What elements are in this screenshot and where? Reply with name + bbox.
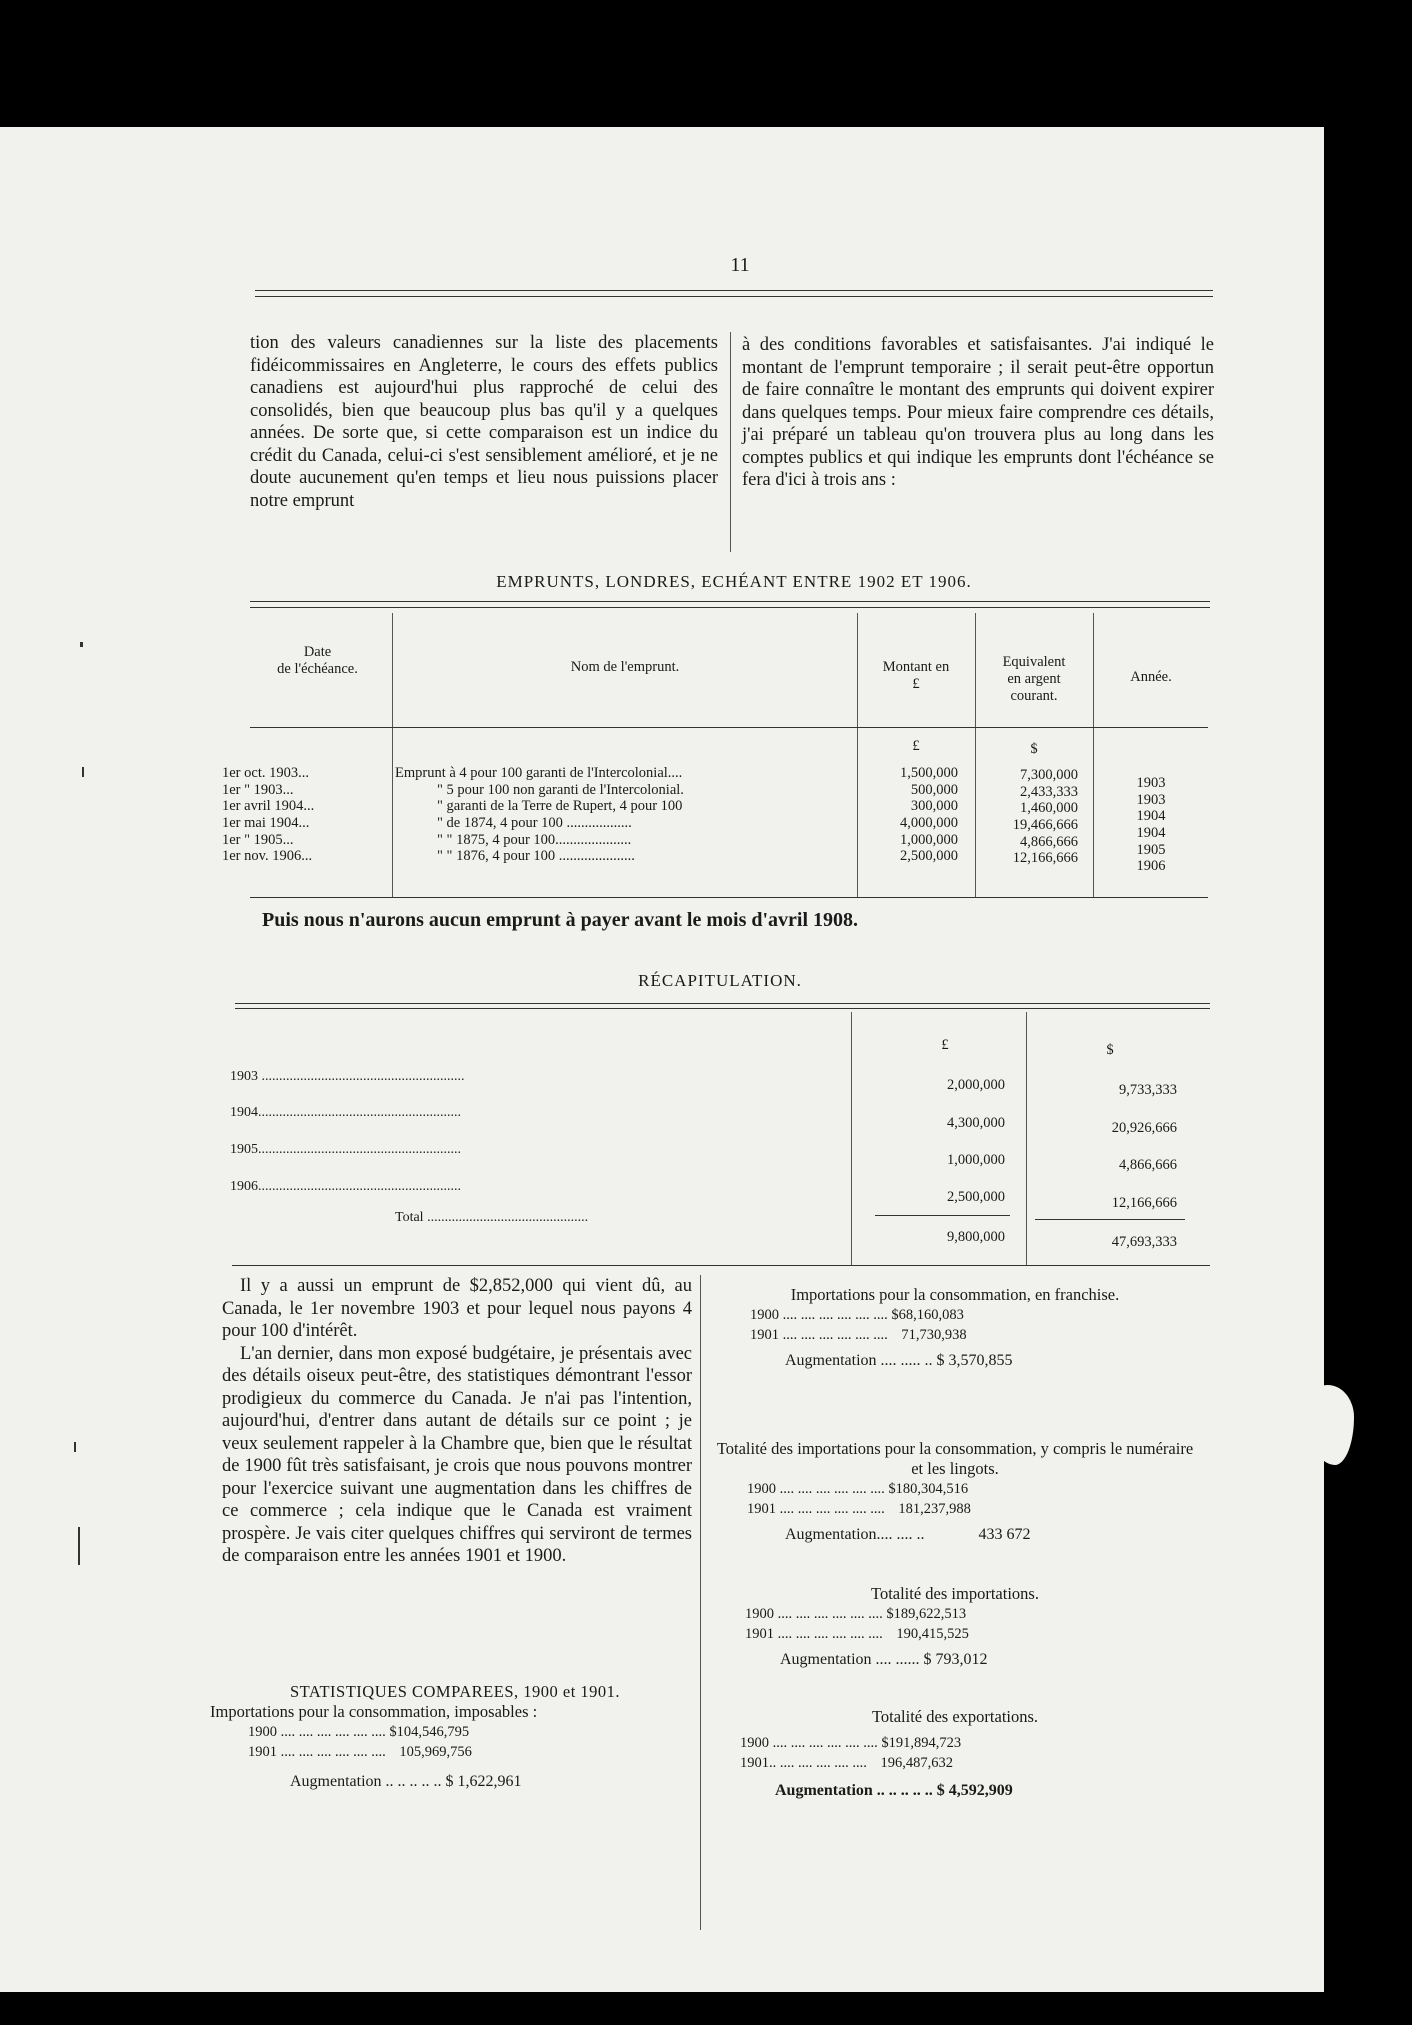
- recap-unit-dollar: $: [1106, 1042, 1114, 1058]
- header-amount-line-2: £: [912, 676, 920, 692]
- stats-right-block-3: [715, 1584, 1195, 1670]
- header-year: Année.: [1130, 669, 1172, 685]
- recap-title: RÉCAPITULATION.: [638, 971, 802, 990]
- loan-amounts: [862, 765, 958, 865]
- recap-unit-pound: £: [941, 1037, 949, 1053]
- scanned-page: [0, 127, 1324, 1992]
- scan-speck: [82, 767, 84, 777]
- stats-left-title: STATISTIQUES COMPAREES, 1900 et 1901.: [289, 1682, 621, 1701]
- recap-divider-1: [851, 1012, 852, 1265]
- stats-row-value: 190,415,525: [896, 1626, 969, 1642]
- stats-increase-value: $ 3,570,855: [936, 1352, 1013, 1369]
- header-equivalent-line-1: Equivalent: [1002, 654, 1066, 670]
- recap-divider-2: [1026, 1012, 1027, 1265]
- stats-block-title: Totalité des importations pour la consommation, y compris le numéraire et les lingots.: [716, 1439, 1194, 1478]
- stats-left-subtitle: Importations pour la consommation, imposables :: [210, 1702, 538, 1721]
- header-date: [245, 644, 390, 678]
- recap-total-label: Total ..............................................: [395, 1210, 589, 1225]
- loan-year: 1904: [1136, 808, 1166, 825]
- recap-year-label: 1903 ..........................................................: [230, 1069, 465, 1084]
- column-divider-bottom: [700, 1275, 701, 1930]
- loans-col-divider-1: [392, 613, 393, 897]
- recap-top-rule: [235, 1003, 1210, 1004]
- loan-date: 1er avril 1904...: [222, 798, 315, 815]
- column-divider-top: [730, 332, 731, 552]
- loan-year: 1904: [1136, 825, 1166, 842]
- stats-increase-value: $ 4,592,909: [936, 1782, 1013, 1799]
- lower-left-column: [222, 1275, 692, 1568]
- header-equivalent: [977, 654, 1091, 705]
- loan-amount: 1,000,000: [900, 831, 958, 848]
- intro-right-paragraph: à des conditions favorables et satisfaisantes. J'ai indiqué le montant de l'emprunt temporaire ; il serait peut-être opportun de faire connaître le montant des emprunts qui doivent expirer dans quelques temps. Pour mieux faire comprendre ces détails, j'ai préparé un tableau qu'on trouvera plus au long dans les comptes publics et qui indique les emprunts dont l'échéance se fera d'ici à trois ans :: [742, 335, 1214, 490]
- recap-total-pounds: 9,800,000: [947, 1229, 1005, 1245]
- stats-row-value: $189,622,513: [886, 1606, 967, 1622]
- recap-sum-rule-1: [875, 1215, 1010, 1216]
- stats-row: [715, 1499, 1195, 1519]
- loans-footnote: Puis nous n'aurons aucun emprunt à payer avant le mois d'avril 1908.: [262, 909, 859, 931]
- stats-increase: [715, 1351, 1195, 1371]
- intro-right-column: [742, 334, 1214, 492]
- stats-row: [210, 1722, 700, 1742]
- stats-row-label: 1900 .... .... .... .... .... ....: [750, 1307, 888, 1323]
- stats-row: [715, 1325, 1195, 1345]
- loan-amount: 500,000: [910, 781, 958, 798]
- loan-equivalent: 1,460,000: [1020, 800, 1078, 817]
- stats-increase: [715, 1781, 1195, 1801]
- loan-equivalent: 19,466,666: [1012, 817, 1078, 834]
- header-date-line-2: de l'échéance.: [277, 661, 358, 677]
- stats-right-block-4: [715, 1707, 1195, 1801]
- recap-year-label: 1904..........................................................: [230, 1105, 461, 1120]
- stats-increase-value: $ 793,012: [923, 1651, 988, 1668]
- recap-row: [230, 1105, 461, 1121]
- stats-row-label: 1900 .... .... .... .... .... ....: [745, 1606, 883, 1622]
- recap-row: [230, 1069, 465, 1085]
- loan-year: 1903: [1136, 791, 1166, 808]
- stats-row: [715, 1624, 1195, 1644]
- header-equivalent-line-3: courant.: [1010, 688, 1058, 704]
- loan-date: 1er " 1905...: [222, 831, 294, 848]
- equivalent-unit: $: [1030, 741, 1038, 757]
- stats-right-block-1: [715, 1285, 1195, 1371]
- loan-date: 1er " 1903...: [222, 781, 294, 798]
- recap-total-dollars: 47,693,333: [1111, 1234, 1177, 1250]
- trade-paragraph: L'an dernier, dans mon exposé budgétaire, je présentais avec des détails oiseux peut-être, des statistiques démontrant l'essor prodigieux du commerce du Canada. Je n'ai pas l'intention, aujourd'hui, d'entrer dans autant de détails sur ce point ; je veux seulement rappeler à la Chambre que, bien que le résultat de 1900 fût très satisfaisant, je crois que nous pouvons montrer pour l'exercice suivant une augmentation dans les chiffres de ce commerce ; cela indique que le Canada est vraiment prospère. Je vais citer quelques chiffres qui serviront de termes de comparaison entre les années 1901 et 1900.: [222, 1343, 692, 1566]
- stats-row-label: 1901 .... .... .... .... .... ....: [745, 1626, 883, 1642]
- loans-table-top-rule-2: [250, 607, 1210, 608]
- loan-amount: 300,000: [910, 798, 958, 815]
- recap-dollars: 20,926,666: [1111, 1120, 1177, 1136]
- stats-row: [715, 1604, 1195, 1624]
- intro-left-column: [250, 332, 718, 512]
- stats-increase: [715, 1525, 1195, 1545]
- loan-year: 1905: [1136, 841, 1166, 858]
- header-amount-line-1: Montant en: [882, 659, 950, 675]
- loan-equivalent: 7,300,000: [1020, 767, 1078, 783]
- stats-row-label: 1900 .... .... .... .... .... ....: [740, 1735, 878, 1751]
- loan-date: 1er oct. 1903...: [222, 765, 309, 781]
- header-equivalent-line-2: en argent: [1007, 671, 1061, 687]
- loan-years: [1095, 775, 1207, 875]
- recap-row: [230, 1179, 461, 1195]
- header-loan-name: Nom de l'emprunt.: [570, 659, 680, 675]
- stats-increase: [715, 1650, 1195, 1670]
- stats-row-label: 1900 .... .... .... .... .... ....: [747, 1481, 885, 1497]
- scan-speck: [74, 1442, 76, 1452]
- stats-row: [210, 1742, 700, 1762]
- loan-name: " garanti de la Terre de Rupert, 4 pour 100: [437, 798, 683, 815]
- header-rule: [255, 290, 1213, 291]
- recap-pounds: 1,000,000: [947, 1152, 1005, 1168]
- loan-name: " " 1875, 4 pour 100.....................: [437, 831, 632, 848]
- scan-speck: [78, 1527, 80, 1565]
- recap-bottom-rule: [232, 1265, 1210, 1266]
- intro-left-paragraph: tion des valeurs canadiennes sur la liste des placements fidéicommissaires en Angleterre, le cours des effets publics canadiens est aujourd'hui plus rapproché de celui des consolidés, bien que beaucoup plus bas qu'il y a quelques années. De sorte que, si cette comparaison est un indice du crédit du Canada, celui-ci s'est sensiblement amélioré, et je ne doute aucunement qu'en temps et lieu nous puissions placer notre emprunt: [250, 333, 718, 511]
- stats-increase-label: Augmentation .. .. .. .. ..: [290, 1773, 442, 1790]
- stats-row-value: 71,730,938: [901, 1327, 967, 1343]
- amount-unit: £: [912, 738, 920, 754]
- stats-row-value: 181,237,988: [898, 1501, 971, 1517]
- loan-amount: 1,500,000: [900, 765, 958, 781]
- loans-col-divider-4: [1093, 613, 1094, 897]
- stats-block-title: Totalité des exportations.: [871, 1707, 1039, 1726]
- stats-row-value: $68,160,083: [891, 1307, 964, 1323]
- header-date-line-1: Date: [303, 644, 332, 660]
- loan-dates: [222, 765, 392, 865]
- stats-increase-label: Augmentation.... .... ..: [785, 1526, 925, 1543]
- loan-equivalent: 2,433,333: [1020, 783, 1078, 800]
- stats-row: [715, 1733, 1195, 1753]
- stats-row-value: $191,894,723: [881, 1735, 962, 1751]
- loan-amount: 4,000,000: [900, 815, 958, 832]
- scan-speck: [80, 642, 83, 647]
- loans-header-rule: [250, 727, 1208, 728]
- loan-year: 1906: [1136, 858, 1166, 875]
- stats-row-label: 1901 .... .... .... .... .... ....: [750, 1327, 888, 1343]
- recap-top-rule-2: [235, 1008, 1210, 1009]
- stats-row-value: $180,304,516: [888, 1481, 969, 1497]
- stats-row-value: 105,969,756: [399, 1744, 472, 1760]
- loan-name: " " 1876, 4 pour 100 .....................: [437, 848, 635, 865]
- recap-row: [230, 1142, 461, 1158]
- loan-name: " de 1874, 4 pour 100 ..................: [437, 815, 632, 832]
- stats-row-label: 1901.. .... .... .... .... ....: [740, 1755, 867, 1771]
- stats-block-title: Importations pour la consommation, en franchise.: [790, 1285, 1120, 1304]
- stats-row-value: $104,546,795: [389, 1724, 470, 1740]
- loan-name: " 5 pour 100 non garanti de l'Intercolonial.: [437, 781, 684, 798]
- loan-equivalent: 4,866,666: [1020, 833, 1078, 850]
- stats-row: [715, 1753, 1195, 1773]
- recap-dollars: 12,166,666: [1111, 1195, 1177, 1211]
- loan-paragraph: Il y a aussi un emprunt de $2,852,000 qui vient dû, au Canada, le 1er novembre 1903 et pour lequel nous payons 4 pour 100 d'intérêt.: [222, 1276, 692, 1341]
- loans-table-top-rule: [250, 601, 1210, 602]
- recap-dollars: 4,866,666: [1119, 1157, 1177, 1173]
- stats-increase: [210, 1772, 700, 1792]
- recap-dollars: 9,733,333: [1119, 1082, 1177, 1098]
- loan-equivalents: [978, 767, 1078, 867]
- loan-name: Emprunt à 4 pour 100 garanti de l'Intercolonial....: [395, 765, 683, 781]
- stats-block-title: Totalité des importations.: [871, 1584, 1039, 1603]
- recap-total-row: [395, 1210, 588, 1226]
- recap-year-label: 1906..........................................................: [230, 1179, 461, 1194]
- loan-date: 1er nov. 1906...: [222, 848, 313, 865]
- stats-increase-label: Augmentation .... ......: [780, 1651, 920, 1668]
- stats-increase-value: $ 1,622,961: [445, 1773, 522, 1790]
- stats-row: [715, 1305, 1195, 1325]
- recap-year-label: 1905..........................................................: [230, 1142, 461, 1157]
- loan-date: 1er mai 1904...: [222, 815, 310, 832]
- loan-names: [395, 765, 855, 865]
- stats-row-label: 1901 .... .... .... .... .... ....: [248, 1744, 386, 1760]
- stats-row-value: 196,487,632: [880, 1755, 953, 1771]
- loan-year: 1903: [1136, 775, 1166, 791]
- loan-amount: 2,500,000: [900, 848, 958, 865]
- stats-row-label: 1901 .... .... .... .... .... ....: [747, 1501, 885, 1517]
- recap-pounds: 2,000,000: [947, 1077, 1005, 1093]
- page-number: 11: [730, 254, 750, 276]
- loans-col-divider-2: [857, 613, 858, 897]
- recap-pounds: 4,300,000: [947, 1115, 1005, 1131]
- stats-row: [715, 1479, 1195, 1499]
- loan-equivalent: 12,166,666: [1012, 850, 1078, 867]
- stats-increase-value: 433 672: [978, 1526, 1031, 1543]
- stats-increase-label: Augmentation .... ..... ..: [785, 1352, 933, 1369]
- recap-sum-rule-2: [1035, 1219, 1185, 1220]
- stats-increase-label: Augmentation .. .. .. .. ..: [775, 1782, 933, 1799]
- stats-row-label: 1900 .... .... .... .... .... ....: [248, 1724, 386, 1740]
- stats-left: [210, 1682, 700, 1792]
- header-amount: [859, 659, 973, 693]
- loans-table-title: EMPRUNTS, LONDRES, ECHÉANT ENTRE 1902 ET 1906.: [496, 572, 972, 591]
- loans-col-divider-3: [975, 613, 976, 897]
- recap-pounds: 2,500,000: [947, 1189, 1005, 1205]
- stats-right-block-2: [715, 1439, 1195, 1545]
- header-rule-2: [255, 296, 1213, 297]
- loans-bottom-rule: [250, 897, 1208, 898]
